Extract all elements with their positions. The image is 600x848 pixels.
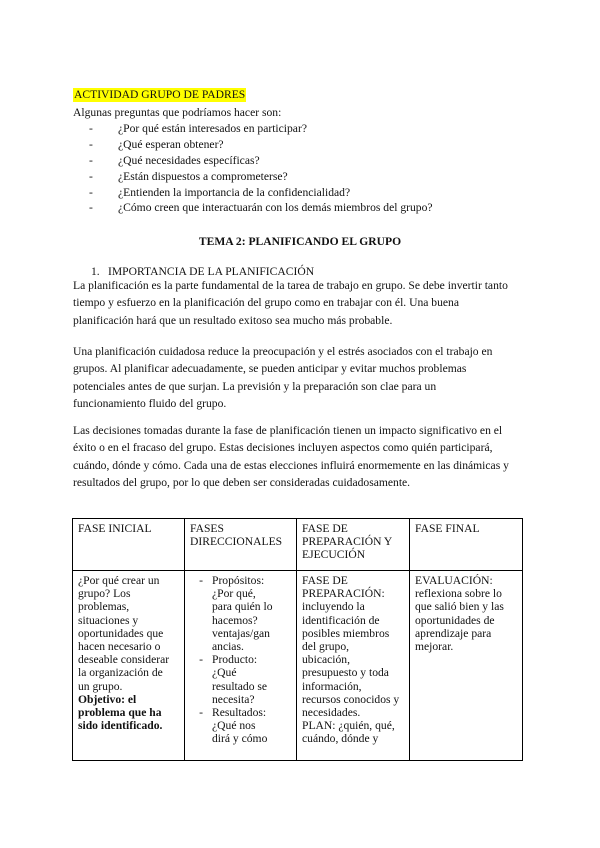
bullet-dash: -	[89, 201, 93, 215]
objective-label: Objetivo: el	[78, 692, 137, 706]
intro-text: Algunas preguntas que podríamos hacer son:	[73, 106, 282, 119]
paragraph-planning-importance: La planificación es la parte fundamental de la tarea de trabajo en grupo. Se debe invertir tanto tiempo y esfuerzo en la planificación del grupo como en trabajar con él. Una buena planificación hará que un resultado exitoso sea mucho más probable.	[73, 279, 508, 327]
activity-title: ACTIVIDAD GRUPO DE PADRES	[74, 88, 246, 101]
paragraph-decisions: Las decisiones tomadas durante la fase de planificación tienen un impacto significativo en el éxito o en el fracaso del grupo. Estas decisiones incluyen aspectos como quién participará, cuándo, dónde y cómo. Cada una de estas elecciones influirá enormemente en las dinámicas y resultados del grupo, por lo que deben ser consideradas cuidadosamente.	[73, 424, 509, 489]
header-fase-final: FASE FINAL	[410, 519, 523, 571]
question-list	[89, 121, 433, 216]
cell-fases-direccionales	[185, 571, 297, 761]
bullet-dash: -	[89, 169, 93, 183]
direction-list	[190, 574, 292, 746]
list-item: - ¿Qué necesidades específicas?	[89, 153, 260, 167]
table-row	[73, 571, 523, 761]
list-item: - Propósitos: ¿Por qué, para quién lo hacemos? ventajas/gan ancias.	[199, 574, 273, 654]
cell-fase-final: EVALUACIÓN: reflexiona sobre lo que salió bien y las oportunidades de aprendizaje para mejorar.	[410, 571, 523, 761]
list-item: - ¿Entienden la importancia de la confidencialidad?	[89, 185, 351, 199]
header-fases-direccionales: FASES DIRECCIONALES	[185, 519, 297, 571]
list-item: - ¿Qué esperan obtener?	[89, 137, 224, 151]
header-fase-inicial: FASE INICIAL	[73, 519, 185, 571]
cell-fase-preparacion: FASE DE PREPARACIÓN: incluyendo la identificación de posibles miembros del grupo, ubicación, presupuesto y toda información, recursos conocidos y necesidades. PLAN: ¿quién, qué, cuándo, dónde y	[297, 571, 410, 761]
cell-fase-inicial: ¿Por qué crear un grupo? Los problemas, situaciones y oportunidades que hacen necesario o deseable considerar la organización de un grupo. Objetivo: el problema que ha sido identificado.	[73, 571, 185, 761]
subsection-title: IMPORTANCIA DE LA PLANIFICACIÓN	[108, 265, 315, 278]
bullet-dash: -	[89, 153, 93, 167]
bullet-dash: -	[89, 122, 93, 135]
list-item: - Resultados: ¿Qué nos dirá y cómo	[199, 706, 268, 746]
phases-table	[72, 518, 523, 761]
bullet-dash: -	[89, 137, 93, 151]
table-header-row	[73, 519, 523, 571]
list-item: - ¿Por qué están interesados en participar?	[89, 122, 307, 135]
section-heading: TEMA 2: PLANIFICANDO EL GRUPO	[198, 235, 402, 248]
list-item: - ¿Están dispuestos a comprometerse?	[89, 169, 288, 183]
paragraph-careful-planning: Una planificación cuidadosa reduce la preocupación y el estrés asociados con el trabajo en grupos. Al planificar adecuadamente, se pueden anticipar y evitar muchos problemas potenciales antes de que surjan. La previsión y la preparación son clae para un funcionamiento fluido del grupo.	[73, 345, 493, 410]
list-item: - ¿Cómo creen que interactuarán con los demás miembros del grupo?	[89, 201, 433, 215]
list-item: - Producto: ¿Qué resultado se necesita?	[199, 653, 268, 706]
header-fase-preparacion: FASE DE PREPARACIÓN Y EJECUCIÓN	[297, 519, 410, 571]
bullet-dash: -	[89, 185, 93, 199]
subsection-number: 1.	[91, 265, 100, 278]
